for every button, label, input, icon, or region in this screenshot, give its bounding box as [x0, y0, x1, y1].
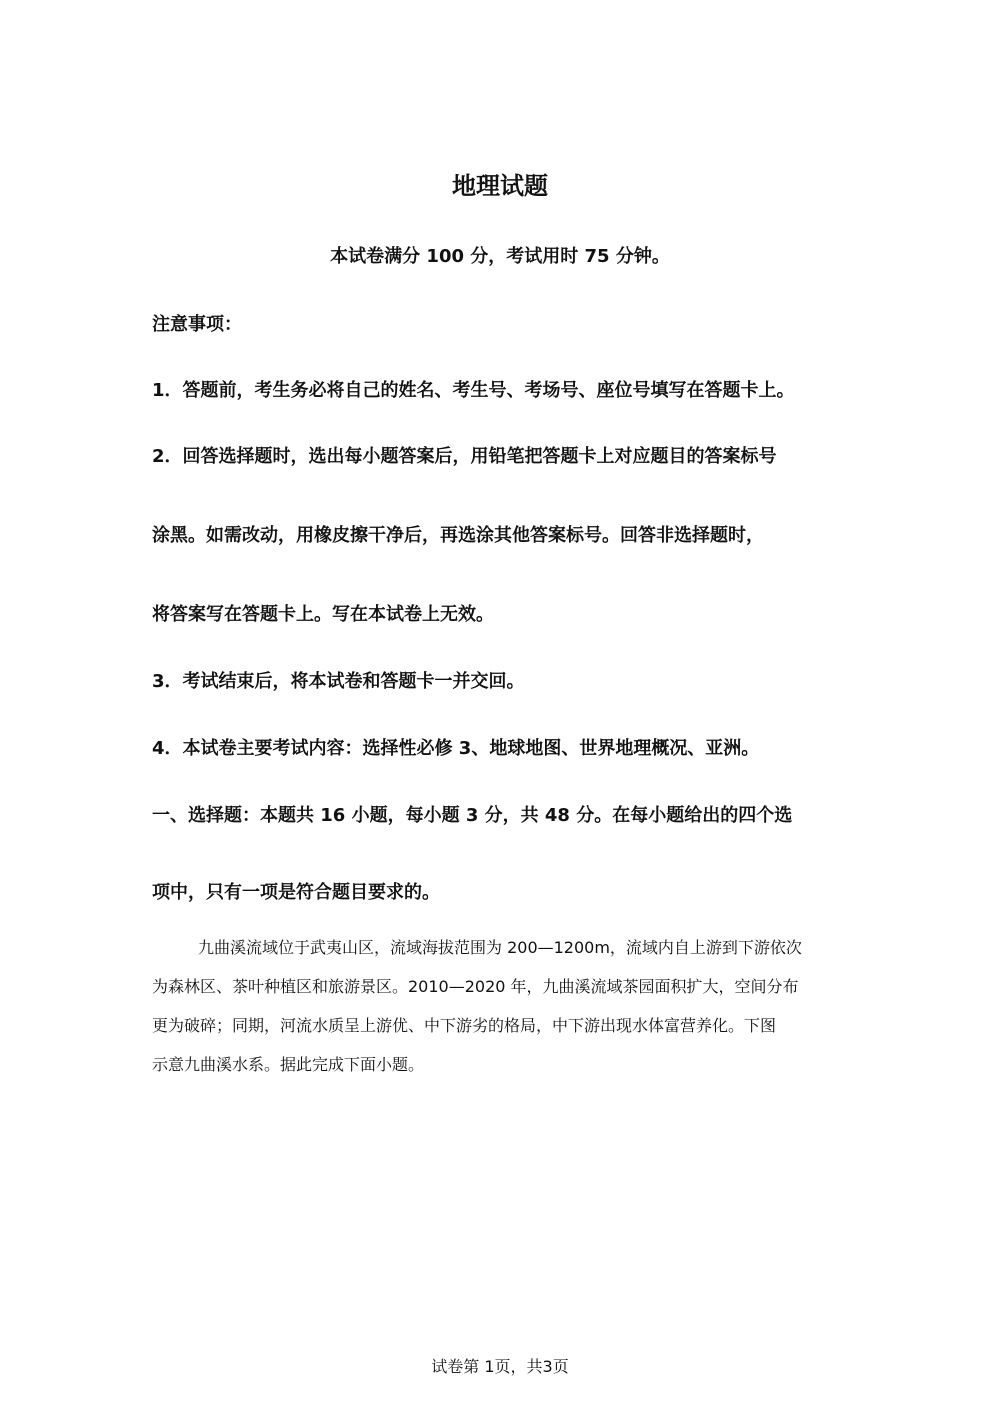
- notice-item-2-line-2: 涂黑。如需改动，用橡皮擦干净后，再选涂其他答案标号。回答非选择题时，: [152, 525, 764, 546]
- passage-line-3: 更为破碎；同期，河流水质呈上游优、中下游劣的格局，中下游出现水体富营养化。下图: [152, 1016, 777, 1035]
- notice-item-2-line-3: 将答案写在答题卡上。写在本试卷上无效。: [152, 604, 494, 625]
- page-title: 地理试题: [452, 172, 548, 200]
- notice-item-4: 4．本试卷主要考试内容：选择性必修 3、地球地图、世界地理概况、亚洲。: [152, 738, 760, 759]
- notice-item-1: 1．答题前，考生务必将自己的姓名、考生号、考场号、座位号填写在答题卡上。: [152, 380, 795, 401]
- passage-line-4: 示意九曲溪水系。据此完成下面小题。: [152, 1055, 425, 1074]
- page-footer: 试卷第 1页，共3页: [431, 1357, 569, 1376]
- exam-info: 本试卷满分 100 分，考试用时 75 分钟。: [330, 246, 670, 267]
- notice-heading: 注意事项：: [152, 314, 242, 335]
- passage-line-1: 九曲溪流域位于武夷山区，流域海拔范围为 200—1200m，流域内自上游到下游依次: [198, 938, 802, 957]
- notice-item-3: 3．考试结束后，将本试卷和答题卡一并交回。: [152, 671, 525, 692]
- section-heading-line-1: 一、选择题：本题共 16 小题，每小题 3 分，共 48 分。在每小题给出的四个选: [152, 805, 793, 826]
- passage-line-2: 为森林区、茶叶种植区和旅游景区。2010—2020 年，九曲溪流域茶园面积扩大，空间分布: [152, 977, 799, 996]
- section-heading-line-2: 项中，只有一项是符合题目要求的。: [152, 882, 440, 903]
- notice-item-2-line-1: 2．回答选择题时，选出每小题答案后，用铅笔把答题卡上对应题目的答案标号: [152, 446, 777, 467]
